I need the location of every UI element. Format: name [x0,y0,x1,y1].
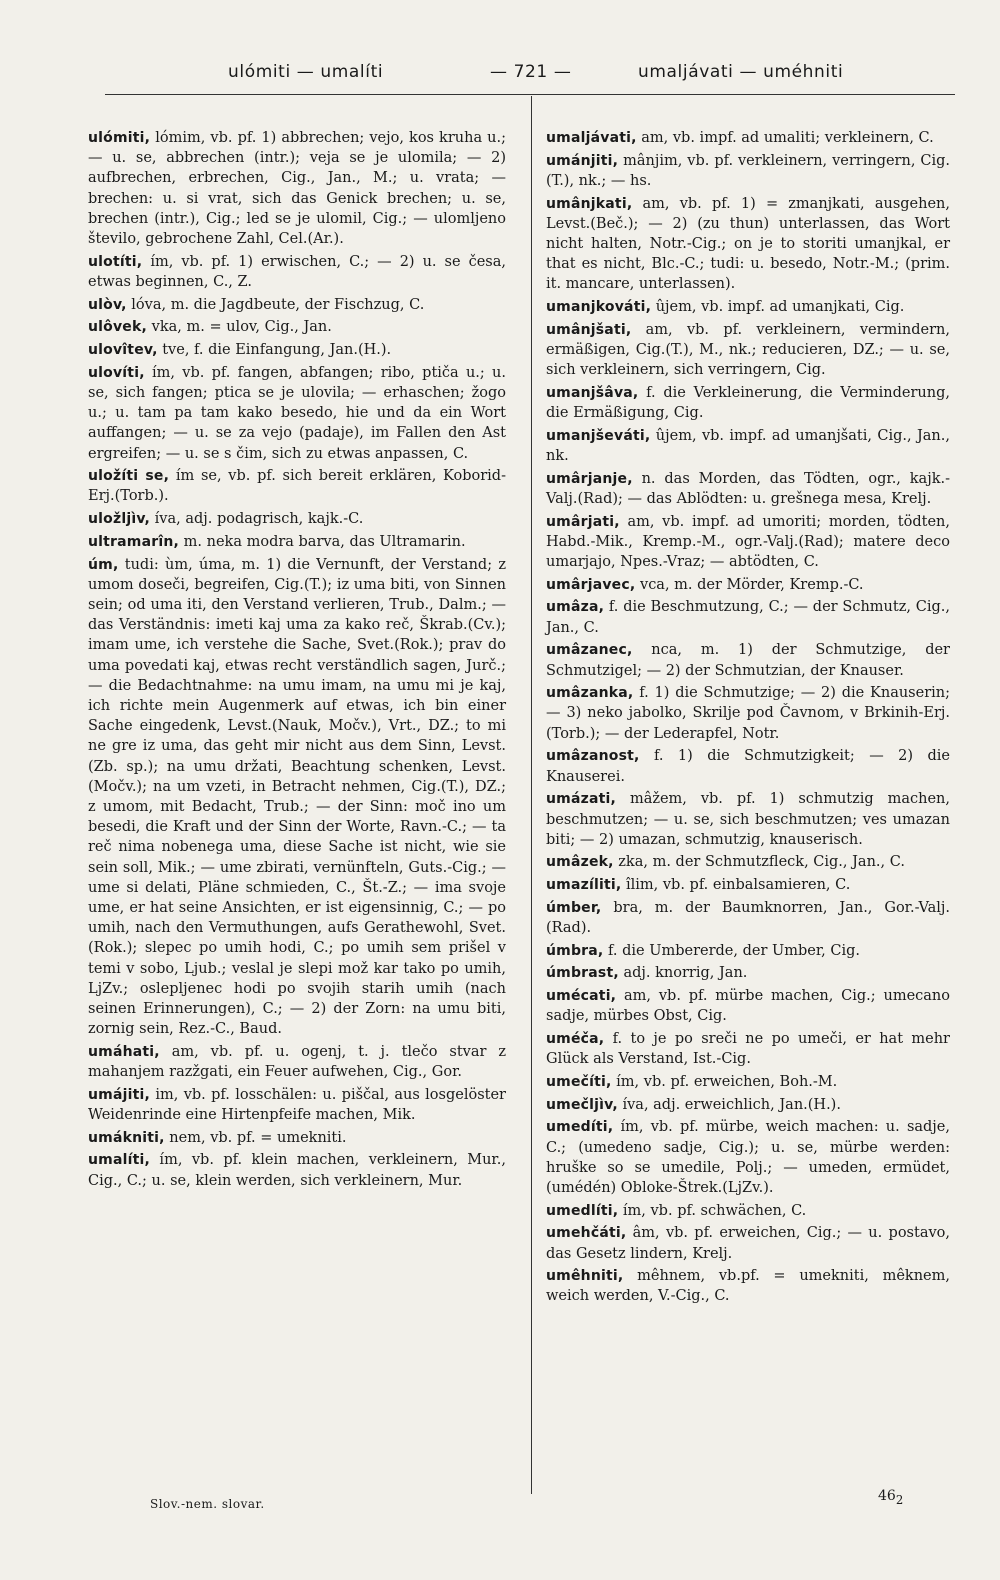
entry-definition: íva, adj. erweichlich, Jan.(H.). [617,1096,841,1113]
entry-definition: nem, vb. pf. = umekniti. [164,1129,347,1146]
dictionary-entry [88,363,506,464]
dictionary-entry [88,1128,506,1148]
entry-headword: umâzanost, [546,748,640,765]
entry-headword: úmber, [546,899,602,916]
entry-definition: tve, f. die Einfangung, Jan.(H.). [157,342,392,359]
dictionary-entry [546,512,950,573]
entry-headword: ultramarîn, [88,533,180,550]
header-rule [105,94,955,95]
entry-definition: ím, vb. pf. erweichen, Boh.-M. [611,1073,838,1090]
dictionary-entry [88,295,506,315]
entry-headword: ulôvek, [88,319,148,336]
entry-definition: n. das Morden, das Tödten, ogr., kajk.-Valj.(Rad); — das Ablödten: u. grešnega mesa, Krelj. [546,470,950,507]
dictionary-entry [546,746,950,786]
entry-headword: úm, [88,556,119,573]
entry-headword: umázati, [546,791,617,808]
dictionary-entry [88,340,506,360]
entry-headword: umécati, [546,988,617,1005]
entry-definition: ím, vb. pf. schwächen, C. [618,1202,807,1219]
printer-signature [878,1488,903,1507]
entry-definition: mânjim, vb. pf. verkleinern, verringern, Cig.(T.), nk.; — hs. [546,152,950,189]
entry-headword: umâza, [546,599,605,616]
dictionary-entry [546,151,950,191]
entry-headword: uložíti se, [88,468,170,485]
left-column [88,128,506,1193]
entry-headword: umehčáti, [546,1225,627,1242]
entry-headword: úmbra, [546,942,604,959]
entry-headword: umâzek, [546,854,614,871]
entry-headword: umârjanje, [546,470,633,487]
entry-headword: umâzanka, [546,685,634,702]
entry-headword: umanjševáti, [546,427,651,444]
entry-headword: umaljávati, [546,130,637,146]
entry-definition: lóva, m. die Jagdbeute, der Fischzug, C. [126,296,425,313]
dictionary-entry [546,1117,950,1198]
dictionary-entry [546,575,950,595]
entry-definition: ím, vb. pf. 1) erwischen, C.; — 2) u. se česa, etwas beginnen, C., Z. [88,253,506,290]
running-header [100,62,940,88]
entry-definition: im, vb. pf. losschälen: u. piščal, aus losgelöster Weidenrinde eine Hirtenpfeife machen, Mik. [88,1086,506,1124]
dictionary-entry [546,789,950,850]
entry-definition: adj. knorrig, Jan. [618,965,748,982]
entry-headword: ulovîtev, [88,342,158,359]
entry-definition: ûjem, vb. impf. ad umanjkati, Cig. [651,299,905,316]
entry-headword: umáhati, [88,1043,160,1060]
dictionary-entry [546,941,950,961]
entry-headword: umâzanec, [546,642,633,659]
header-right-guide-words: umaljávati — uméhniti [638,62,844,82]
dictionary-entry [88,252,506,292]
entry-headword: ulòv, [88,296,127,313]
dictionary-entry [88,1150,506,1190]
dictionary-entry [546,426,950,466]
entry-headword: umalíti, [88,1152,151,1169]
entry-definition: ím se, vb. pf. sich bereit erklären, Koborid-Erj.(Torb.). [88,468,506,505]
entry-definition: íva, adj. podagrisch, kajk.-C. [150,511,364,528]
entry-definition: f. to je po sreči ne po umeči, er hat mehr Glück als Verstand, Ist.-Cig. [546,1031,950,1068]
entry-definition: âm, vb. pf. erweichen, Cig.; — u. postavo, das Gesetz lindern, Krelj. [546,1225,950,1262]
entry-headword: ulotíti, [88,253,143,270]
entry-headword: umájiti, [88,1086,151,1103]
entry-definition: f. die Umbererde, der Umber, Cig. [603,942,861,959]
dictionary-entry [546,1095,950,1115]
dictionary-entry [88,532,506,552]
dictionary-entry [88,1085,506,1125]
entry-headword: umedíti, [546,1119,614,1136]
dictionary-entry [546,963,950,983]
header-left-guide-words: ulómiti — umalíti [228,62,384,82]
entry-definition: am, vb. pf. mürbe machen, Cig.; umecano sadje, mürbes Obst, Cig. [546,988,950,1025]
dictionary-entry [546,383,950,423]
dictionary-entry [88,555,506,1040]
entry-headword: umêhniti, [546,1268,624,1285]
entry-definition: ím, vb. pf. klein machen, verkleinern, Mur., Cig., C.; u. se, klein werden, sich verkleinern, Mur. [88,1152,506,1189]
right-column [546,128,950,1309]
dictionary-entry [88,317,506,337]
column-divider [531,96,532,1494]
entry-headword: umákniti, [88,1129,165,1146]
entry-definition: am, vb. pf. 1) = zmanjkati, ausgehen, Levst.(Beč.); — 2) (zu thun) unterlassen, das Wort nicht halten, Notr.-Cig.; on je to storiti umanjkal, er that es nicht, Blc.-C.; tudi: u. besedo, Notr.-M.; (prim. it. mancare, unterlassen). [546,195,950,293]
entry-definition: lómim, vb. pf. 1) abbrechen; vejo, kos kruha u.; — u. se, abbrechen (intr.); veja se je ulomila; — 2) aufbrechen, erbrechen, Cig., Jan., M.; u. vrata; — brechen: u. si vrat, sich das Genick brechen; u. se, brechen (intr.), Cig.; led se je ulomil, Cig.; — ulomljeno število, gebrochene Zahl, Cel.(Ar.). [88,130,506,248]
entry-headword: umánjiti, [546,152,619,169]
dictionary-entry [546,898,950,938]
entry-headword: umečíti, [546,1073,612,1090]
entry-headword: umânjkati, [546,195,633,212]
entry-headword: umazíliti, [546,877,622,894]
entry-definition: vka, m. = ulov, Cig., Jan. [147,319,332,336]
entry-headword: úmbrast, [546,965,619,982]
dictionary-entry [546,128,950,148]
entry-definition: am, vb. impf. ad umoriti; morden, tödten, Habd.-Mik., Kremp.-M., ogr.-Valj.(Rad); matere deco umarjajo, Npes.-Vraz; — abtödten, C. [546,513,950,571]
dictionary-entry [546,683,950,744]
dictionary-entry [546,986,950,1026]
dictionary-entry [546,469,950,509]
dictionary-entry [546,875,950,895]
page-number: — 721 — [490,62,572,82]
dictionary-entry [88,128,506,249]
entry-definition: m. neka modra barva, das Ultramarin. [179,533,466,550]
entry-headword: umânjšati, [546,321,632,338]
entry-definition: f. die Beschmutzung, C.; — der Schmutz, Cig., Jan., C. [546,599,950,636]
entry-definition: mêhnem, vb.pf. = umekniti, mêknem, weich werden, V.-Cig., C. [546,1268,950,1305]
dictionary-entry [546,1223,950,1263]
entry-headword: umečljìv, [546,1096,618,1113]
entry-definition: bra, m. der Baumknorren, Jan., Gor.-Valj.(Rad). [546,899,950,937]
signature-subscript: 2 [895,1492,904,1507]
entry-definition: am, vb. impf. ad umaliti; verkleinern, C. [636,130,934,146]
entry-headword: umanjšâva, [546,384,639,401]
dictionary-entry [546,640,950,680]
entry-definition: ím, vb. pf. fangen, abfangen; ribo, ptiča u.; u. se, sich fangen; ptica se je ulovila; — erhaschen; žogo u.; u. tam pa tam kako besedo, hie und da ein Wort auffangen; — u. se za vejo (padaje), im Fallen den Ast ergreifen; — u. se s čim, sich zu etwas anpassen, C. [88,364,506,462]
entry-headword: umanjkováti, [546,299,652,316]
dictionary-entry [546,852,950,872]
dictionary-entry [546,194,950,295]
entry-definition: zka, m. der Schmutzfleck, Cig., Jan., C. [613,854,905,871]
entry-definition: vca, m. der Mörder, Kremp.-C. [635,576,864,593]
entry-headword: umârjati, [546,513,620,530]
entry-headword: uložljìv, [88,511,151,528]
dictionary-entry [546,1201,950,1221]
footer-signature-title: Slov.-nem. slovar. [150,1497,265,1511]
entry-definition: nca, m. 1) der Schmutzige, der Schmutzigel; — 2) der Schmutzian, der Knauser. [546,642,950,679]
entry-headword: umârjavec, [546,576,636,593]
entry-definition: f. 1) die Schmutzige; — 2) die Knauserin; — 3) neko jabolko, Skrilje pod Čavnom, v Brkinih-Erj.(Torb.); — der Lederapfel, Notr. [546,685,950,742]
entry-definition: mâžem, vb. pf. 1) schmutzig machen, beschmutzen; — u. se, sich beschmutzen; ves umazan biti; — 2) umazan, schmutzig, knauserisch. [546,791,950,848]
entry-headword: ulómiti, [88,130,151,146]
entry-headword: uméča, [546,1031,605,1048]
entry-definition: tudi: ùm, úma, m. 1) die Vernunft, der Verstand; z umom doseči, begreifen, Cig.(T.); iz uma biti, von Sinnen sein; od uma iti, den Verstand verlieren, Trub., Dalm.; — das Verständnis: imeti kaj uma za kako reč, Škrab.(Cv.); imam ume, ich verstehe die Sache, Svet.(Rok.); prav do uma povedati kaj, etwas recht verständlich sagen, Jurč.; — die Bedachtnahme: na umu imam, na umu mi je kaj, ich richte mein Augenmerk auf etwas, ich bin einer Sache eingedenk, Levst.(Nauk, Močv.), Vrt., DZ.; to mi ne gre iz uma, das geht mir nicht aus dem Sinn, Levst.(Zb. sp.); na umu držati, Beachtung schenken, Levst.(Močv.); na um vzeti, in Betracht nehmen, Cig.(T.), DZ.; z umom, mit Bedacht, Trub.; — der Sinn: moč ino um besedi, die Kraft und der Sinn der Worte, Ravn.-C.; — ta reč nima nobenega uma, diese Sache ist nicht, wie sie sein soll, Mik.; — ume zbirati, vernünfteln, Guts.-Cig.; — ume si delati, Pläne schmieden, C., Št.-Z.; — ima svoje ume, er hat seine Ansichten, er ist eigensinnig, C.; — po umih, nach den Vermuthungen, aufs Gerathewohl, Svet.(Rok.); slepec po umih hodi, C.; po umih sem prišel v temi v sobo, Ljub.; veslal je slepi mož kar tako po umih, LjZv.; oslepljenec hodi po svojih starih umih (nach seinen Erinnerungen), C.; — 2) der Zorn: na umu biti, zornig sein, Rez.-C., Baud. [88,556,506,1038]
dictionary-entry [546,1072,950,1092]
dictionary-entry [88,509,506,529]
dictionary-entry [546,597,950,637]
entry-definition: am, vb. pf. verkleinern, vermindern, ermäßigen, Cig.(T.), M., nk.; reducieren, DZ.; — u. se, sich verkleinern, sich verringern, Cig. [546,321,950,379]
signature-number: 46 [878,1488,896,1504]
entry-definition: îlim, vb. pf. einbalsamieren, C. [621,877,851,894]
dictionary-entry [88,466,506,506]
entry-definition: am, vb. pf. u. ogenj, t. j. tlečo stvar z mahanjem razžgati, ein Feuer aufwehen, Cig., Gor. [88,1043,506,1081]
entry-definition: f. die Verkleinerung, die Verminderung, die Ermäßigung, Cig. [546,384,950,422]
dictionary-entry [546,297,950,317]
dictionary-entry [546,1266,950,1306]
dictionary-entry [88,1042,506,1082]
dictionary-entry [546,320,950,381]
entry-headword: ulovíti, [88,364,145,381]
dictionary-entry [546,1029,950,1069]
entry-definition: ûjem, vb. impf. ad umanjšati, Cig., Jan., nk. [546,427,950,465]
entry-definition: ím, vb. pf. mürbe, weich machen: u. sadje, C.; (umedeno sadje, Cig.); u. se, mürbe werden: hruške so se umedile, Polj.; — umeden, ermüdet, (umédén) Obloke-Štrek.(LjZv.). [546,1119,950,1196]
entry-definition: f. 1) die Schmutzigkeit; — 2) die Knauserei. [546,748,950,785]
entry-headword: umedlíti, [546,1202,619,1219]
